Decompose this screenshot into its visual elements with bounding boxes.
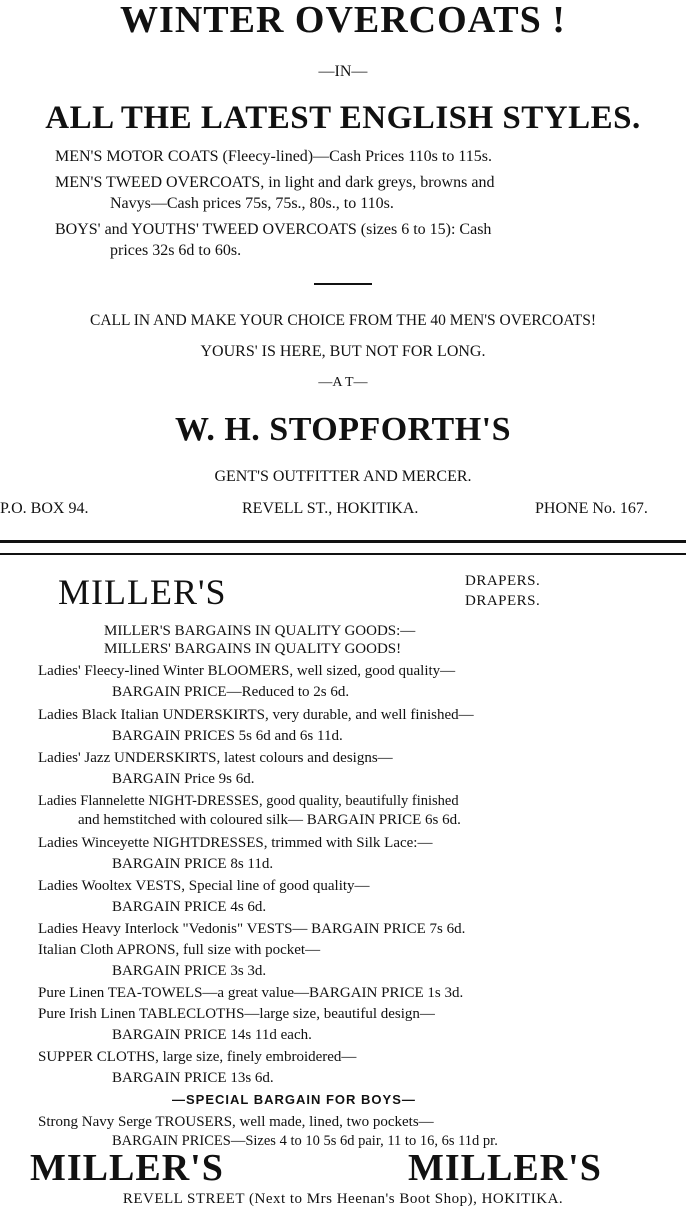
po-box: P.O. BOX 94. <box>0 500 89 517</box>
at-text: —A T— <box>318 375 368 390</box>
footer-address: REVELL STREET (Next to Mrs Heenan's Boot Shop), HOKITIKA. <box>122 1191 564 1207</box>
product-line: Italian Cloth APRONS, full size with pocket— <box>38 942 321 958</box>
drapers-label: DRAPERS. <box>465 573 541 589</box>
item-line: BOYS' and YOUTHS' TWEED OVERCOATS (sizes 6 to 15): Cash <box>55 221 492 238</box>
price-line: BARGAIN PRICES—Sizes 4 to 10 5s 6d pair, 11 to 16, 6s 11d pr. <box>112 1133 498 1149</box>
price-line: BARGAIN PRICE 14s 11d each. <box>112 1027 312 1043</box>
product-line: Ladies Flannelette NIGHT-DRESSES, good quality, beautifully finished <box>38 793 459 809</box>
product-line: Ladies' Jazz UNDERSKIRTS, latest colours and designs— <box>38 750 393 766</box>
price-line: BARGAIN PRICE 3s 3d. <box>112 963 267 979</box>
address: REVELL ST., HOKITIKA. <box>242 500 419 517</box>
price-line: BARGAIN PRICE 8s 11d. <box>112 856 274 872</box>
millers-name: MILLER'S <box>58 572 227 612</box>
section-divider <box>0 540 686 555</box>
item-line: Navys—Cash prices 75s, 75s., 80s., to 110s. <box>110 195 394 212</box>
product-line: Ladies Black Italian UNDERSKIRTS, very durable, and well finished— <box>38 707 474 723</box>
headline: WINTER OVERCOATS ! <box>120 0 566 41</box>
product-line: Ladies Winceyette NIGHTDRESSES, trimmed with Silk Lace:— <box>38 835 433 851</box>
stopforth-advertisement <box>0 0 686 536</box>
product-line: SUPPER CLOTHS, large size, finely embroidered— <box>38 1049 357 1065</box>
item-line: prices 32s 6d to 60s. <box>110 242 242 259</box>
product-line: Ladies' Fleecy-lined Winter BLOOMERS, well sized, good quality— <box>38 663 456 679</box>
product-line: Ladies Wooltex VESTS, Special line of good quality— <box>38 878 370 894</box>
special-bargain-heading: —SPECIAL BARGAIN FOR BOYS— <box>172 1092 416 1107</box>
price-line: BARGAIN Price 9s 6d. <box>112 771 255 787</box>
millers-advertisement <box>0 556 686 1213</box>
product-line: Ladies Heavy Interlock "Vedonis" VESTS— BARGAIN PRICE 7s 6d. <box>38 921 466 937</box>
price-line: BARGAIN PRICE—Reduced to 2s 6d. <box>112 684 350 700</box>
footer-name-left: MILLER'S <box>30 1147 224 1189</box>
subheadline: ALL THE LATEST ENGLISH STYLES. <box>45 100 641 136</box>
business-description: GENT'S OUTFITTER AND MERCER. <box>214 468 472 485</box>
bargains-line: MILLER'S BARGAINS IN QUALITY GOODS:— <box>104 623 416 639</box>
product-line: Pure Irish Linen TABLECLOTHS—large size, beautiful design— <box>38 1006 435 1022</box>
price-line: BARGAIN PRICE 13s 6d. <box>112 1070 274 1086</box>
item-line: MEN'S TWEED OVERCOATS, in light and dark greys, browns and <box>55 174 495 191</box>
product-line: and hemstitched with coloured silk— BARGAIN PRICE 6s 6d. <box>78 812 461 828</box>
product-line: Pure Linen TEA-TOWELS—a great value—BARGAIN PRICE 1s 3d. <box>38 985 464 1001</box>
phone: PHONE No. 167. <box>535 500 648 517</box>
yours-line: YOURS' IS HERE, BUT NOT FOR LONG. <box>200 343 486 360</box>
footer-name-right: MILLER'S <box>408 1147 602 1189</box>
drapers-label: DRAPERS. <box>465 593 541 609</box>
business-name: W. H. STOPFORTH'S <box>174 411 512 448</box>
item-line: MEN'S MOTOR COATS (Fleecy-lined)—Cash Prices 110s to 115s. <box>55 148 492 165</box>
in-text: —IN— <box>318 63 368 80</box>
product-line: Strong Navy Serge TROUSERS, well made, lined, two pockets— <box>38 1114 434 1130</box>
divider <box>314 283 372 285</box>
price-line: BARGAIN PRICES 5s 6d and 6s 11d. <box>112 728 343 744</box>
bargains-line: MILLERS' BARGAINS IN QUALITY GOODS! <box>104 641 402 657</box>
price-line: BARGAIN PRICE 4s 6d. <box>112 899 267 915</box>
call-line: CALL IN AND MAKE YOUR CHOICE FROM THE 40 MEN'S OVERCOATS! <box>90 312 596 329</box>
